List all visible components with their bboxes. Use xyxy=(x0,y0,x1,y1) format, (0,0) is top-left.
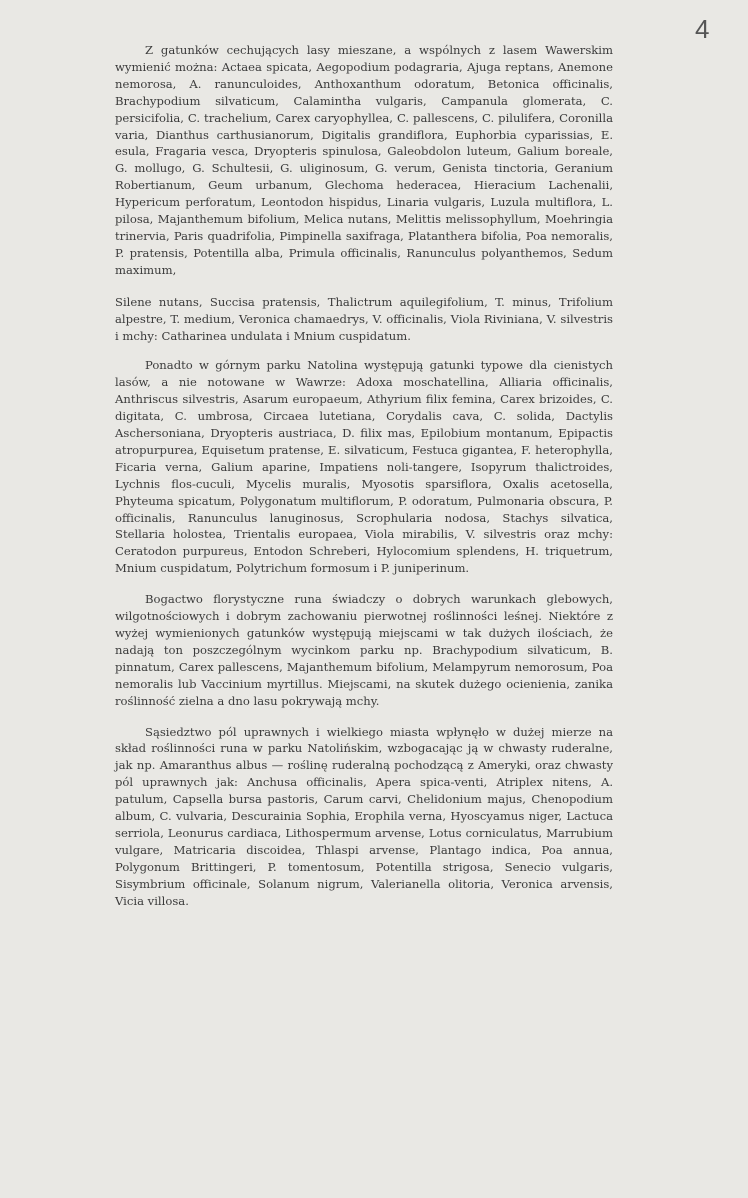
page-number: 4 xyxy=(695,14,710,44)
paragraph-ruderal-weeds: Sąsiedztwo pól uprawnych i wielkiego miasta wpłynęło w dużej mierze na skład roślinności runa w parku Natolińskim, wzbogacając ją w chwasty ruderalne, jak np. Amaranthus albus — roślinę ruderalną pochodzącą z Ameryki, oraz chwasty pól uprawnych jak: Anchusa officinalis, Apera spica-venti, Atriplex nitens, A. patulum, Capsella bursa pastoris, Carum carvi, Chelidonium majus, Chenopodium album, C. vulvaria, Descurainia Sophia, Erophila verna, Hyoscyamus niger, Lactuca serriola, Leonurus cardiaca, Lithospermum arvense, Lotus corniculatus, Marrubium vulgare, Matricaria discoidea, Thlaspi arvense, Plantago indica, Poa annua, Polygonum Brittingeri, P. tomentosum, Potentilla strigosa, Senecio vulgaris, Sisymbrium officinale, Solanum nigrum, Valerianella olitoria, Veronica arvensis, Vicia villosa. xyxy=(115,724,613,908)
paragraph-natolin-park-species: Ponadto w górnym parku Natolina występują gatunki typowe dla cienistych lasów, a nie notowane w Wawrze: Adoxa moschatellina, Alliaria officinalis, Anthriscus silvestris, Asarum europaeum, Athyrium filix femina, Carex brizoides, C. digitata, C. umbrosa, Circaea lutetiana, Corydalis cava, C. solida, Dactylis Aschersoniana, Dryopteris austriaca, D. filix mas, Epilobium montanum, Epipactis atropurpurea, Equisetum pratense, E. silvaticum, Festuca gigantea, F. heterophylla, Ficaria verna, Galium aparine, Impatiens noli-tangere, Isopyrum thalictroides, Lychnis flos-cuculi, Mycelis muralis, Myosotis sparsiflora, Oxalis acetosella, Phyteuma spicatum, Polygonatum multiflorum, P. odoratum, Pulmonaria obscura, P. officinalis, Ranunculus lanuginosus, Scrophularia nodosa, Stachys silvatica, Stellaria holostea, Trientalis europaea, Viola mirabilis, V. silvestris oraz mchy: Ceratodon purpureus, Entodon Schreberi, Hylocomium splendens, H. triquetrum, Mnium cuspidatum, Polytrichum formosum i P. juniperinum. xyxy=(115,358,613,576)
paragraph-forest-species: Z gatunków cechujących lasy mieszane, a wspólnych z lasem Wawerskim wymienić można: Actaea spicata, Aegopodium podagraria, Ajuga reptans, Anemone nemorosa, A. ranunculoides, Anthoxanthum odoratum, Betonica officinalis, Brachypodium silvaticum, Calamintha vulgaris, Campanula glomerata, C. persicifolia, C. trachelium, Carex caryophyllea, C. pallescens, C. pilulifera, Coronilla varia, Dianthus carthusianorum, Digitalis grandiflora, Euphorbia cyparissias, E. esula, Fragaria vesca, Dryopteris spinulosa, Galeobdolon luteum, Galium boreale, G. mollugo, G. Schultesii, G. uliginosum, G. verum, Genista tinctoria, Geranium Robertianum, Geum urbanum, Glechoma hederacea, Hieracium Lachenalii, Hypericum perforatum, Leontodon hispidus, Linaria vulgaris, Luzula multiflora, L. pilosa, Majanthemum bifolium, Melica nutans, Melittis melissophyllum, Moehringia trinervia, Paris quadrifolia, Pimpinella saxifraga, Platanthera bifolia, Poa nemoralis, P. pratensis, Potentilla alba, Primula officinalis, Ranunculus polyanthemos, Sedum maximum, xyxy=(115,43,613,277)
paragraph-floristic-richness: Bogactwo florystyczne runa świadczy o dobrych warunkach glebowych, wilgotnościowych i dobrym zachowaniu pierwotnej roślinności leśnej. Niektóre z wyżej wymienionych gatunków występują miejscami w tak dużych ilościach, że nadają ton poszczególnym wycinkom parku np. Brachypodium silvaticum, B. pinnatum, Carex pallescens, Majanthemum bifolium, Melampyrum nemorosum, Poa nemoralis lub Vaccinium myrtillus. Miejscami, na skutek dużego ocienienia, zanika roślinność zielna a dno lasu pokrywają mchy. xyxy=(115,592,613,708)
paragraph-forest-species-continued: Silene nutans, Succisa pratensis, Thalictrum aquilegifolium, T. minus, Trifolium alpestre, T. medium, Veronica chamaedrys, V. officinalis, Viola Riviniana, V. silvestris i mchy: Catharinea undulata i Mnium cuspidatum. xyxy=(115,294,613,343)
text-column xyxy=(115,42,613,910)
